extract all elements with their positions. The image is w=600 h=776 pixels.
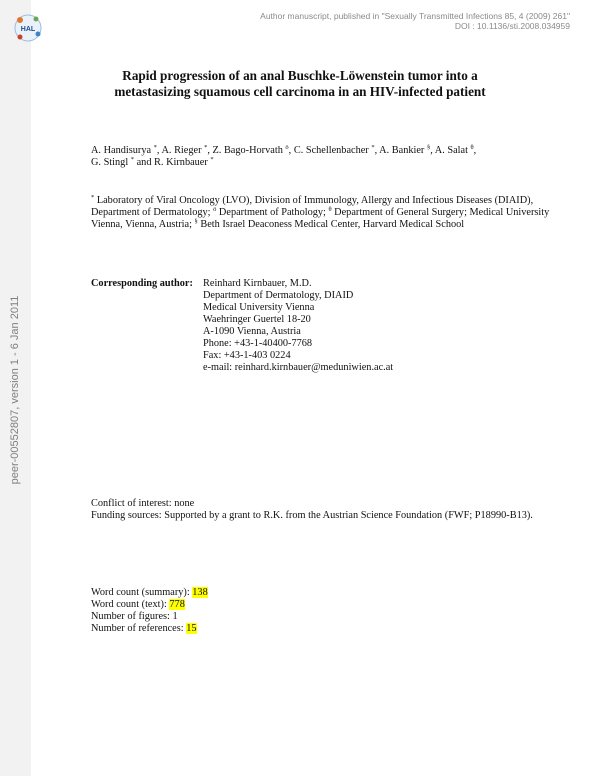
paper-title bbox=[60, 68, 540, 100]
author-mark: * bbox=[153, 144, 157, 151]
author-separator: , bbox=[473, 145, 477, 156]
corr-line-email: e-mail: reinhard.kirnbauer@meduniwien.ac.at bbox=[203, 362, 394, 373]
affiliation-mark: θ bbox=[328, 206, 332, 213]
count-value: 778 bbox=[169, 599, 185, 610]
publication-header bbox=[260, 11, 570, 31]
affiliation-text: Department of Pathology; bbox=[216, 207, 329, 218]
author-name: Z. Bago-Horvath bbox=[212, 145, 283, 156]
author-separator: , bbox=[430, 145, 435, 156]
count-row bbox=[91, 587, 551, 599]
author-mark: * bbox=[210, 156, 214, 163]
count-row bbox=[91, 611, 551, 623]
count-value: 138 bbox=[192, 587, 208, 598]
count-value: 15 bbox=[186, 623, 197, 634]
count-label: Number of references: bbox=[91, 623, 187, 634]
author-mark: ö bbox=[285, 144, 289, 151]
author-name: A. Salat bbox=[434, 145, 468, 156]
title-line-2: metastasizing squamous cell carcinoma in an HIV-infected patient bbox=[114, 84, 486, 99]
corr-line-city: A-1090 Vienna, Austria bbox=[203, 326, 301, 337]
manuscript-counts bbox=[91, 587, 551, 635]
count-row bbox=[91, 599, 551, 611]
corr-line-fax: Fax: +43-1-403 0224 bbox=[203, 350, 291, 361]
author-separator: , bbox=[156, 145, 162, 156]
header-doi: DOI : 10.1136/sti.2008.034959 bbox=[454, 21, 570, 31]
corresponding-author-label: Corresponding author: bbox=[91, 278, 193, 289]
corresponding-author-details bbox=[203, 278, 393, 374]
corresponding-author-block bbox=[91, 278, 551, 374]
count-label: Word count (summary): bbox=[91, 587, 193, 598]
affiliation-text: Laboratory of Viral Oncology (LVO), Division of Immunology, Allergy and Infectious Diseases (DIAID), Department of Dermatology; bbox=[91, 195, 534, 218]
disclosures bbox=[91, 498, 551, 522]
author-mark: θ bbox=[470, 144, 474, 151]
affiliation-mark: * bbox=[91, 194, 95, 201]
author-name: A. Bankier bbox=[379, 145, 425, 156]
affiliation-text: Department of General Surgery; Medical University Vienna, Vienna, Austria; bbox=[91, 207, 550, 230]
corr-line-street: Waehringer Guertel 18-20 bbox=[203, 314, 311, 325]
corr-line-department: Department of Dermatology, DIAID bbox=[203, 290, 354, 301]
left-margin-strip bbox=[0, 0, 31, 776]
affiliation-mark: § bbox=[194, 218, 198, 225]
hal-logo-text: HAL bbox=[20, 26, 36, 33]
affiliations bbox=[91, 195, 551, 231]
corr-line-name: Reinhard Kirnbauer, M.D. bbox=[203, 278, 312, 289]
hal-logo-icon bbox=[12, 12, 44, 44]
corr-line-university: Medical University Vienna bbox=[203, 302, 315, 313]
author-separator: , bbox=[288, 145, 294, 156]
author-name: A. Handisurya bbox=[91, 145, 152, 156]
affiliation-mark: ö bbox=[213, 206, 217, 213]
author-name: A. Rieger bbox=[161, 145, 202, 156]
author-separator: , bbox=[374, 145, 380, 156]
count-value: 1 bbox=[172, 611, 178, 622]
affiliation-text: Beth Israel Deaconess Medical Center, Harvard Medical School bbox=[197, 219, 465, 230]
author-mark: * bbox=[130, 156, 135, 163]
author-mark: § bbox=[426, 144, 431, 151]
author-mark: * bbox=[371, 144, 375, 151]
author-mark: * bbox=[204, 144, 208, 151]
author-name: C. Schellenbacher bbox=[293, 145, 369, 156]
hal-id-stamp: peer-00552807, version 1 - 6 Jan 2011 bbox=[9, 295, 21, 485]
conflict-of-interest: Conflict of interest: none bbox=[91, 498, 195, 509]
author-separator: , bbox=[207, 145, 213, 156]
count-label: Word count (text): bbox=[91, 599, 170, 610]
header-citation: Author manuscript, published in "Sexually Transmitted Infections 85, 4 (2009) 261" bbox=[260, 11, 570, 21]
funding-sources: Funding sources: Supported by a grant to R.K. from the Austrian Science Foundation (FWF; P18990-B13). bbox=[91, 510, 533, 521]
corr-line-phone: Phone: +43-1-40400-7768 bbox=[203, 338, 313, 349]
count-label: Number of figures: bbox=[91, 611, 173, 622]
title-line-1: Rapid progression of an anal Buschke-Löwenstein tumor into a bbox=[122, 68, 478, 83]
author-list bbox=[91, 145, 551, 169]
count-row bbox=[91, 623, 551, 635]
author-name: G. Stingl bbox=[91, 157, 129, 168]
author-separator: and bbox=[134, 157, 155, 168]
author-name: R. Kirnbauer bbox=[154, 157, 208, 168]
